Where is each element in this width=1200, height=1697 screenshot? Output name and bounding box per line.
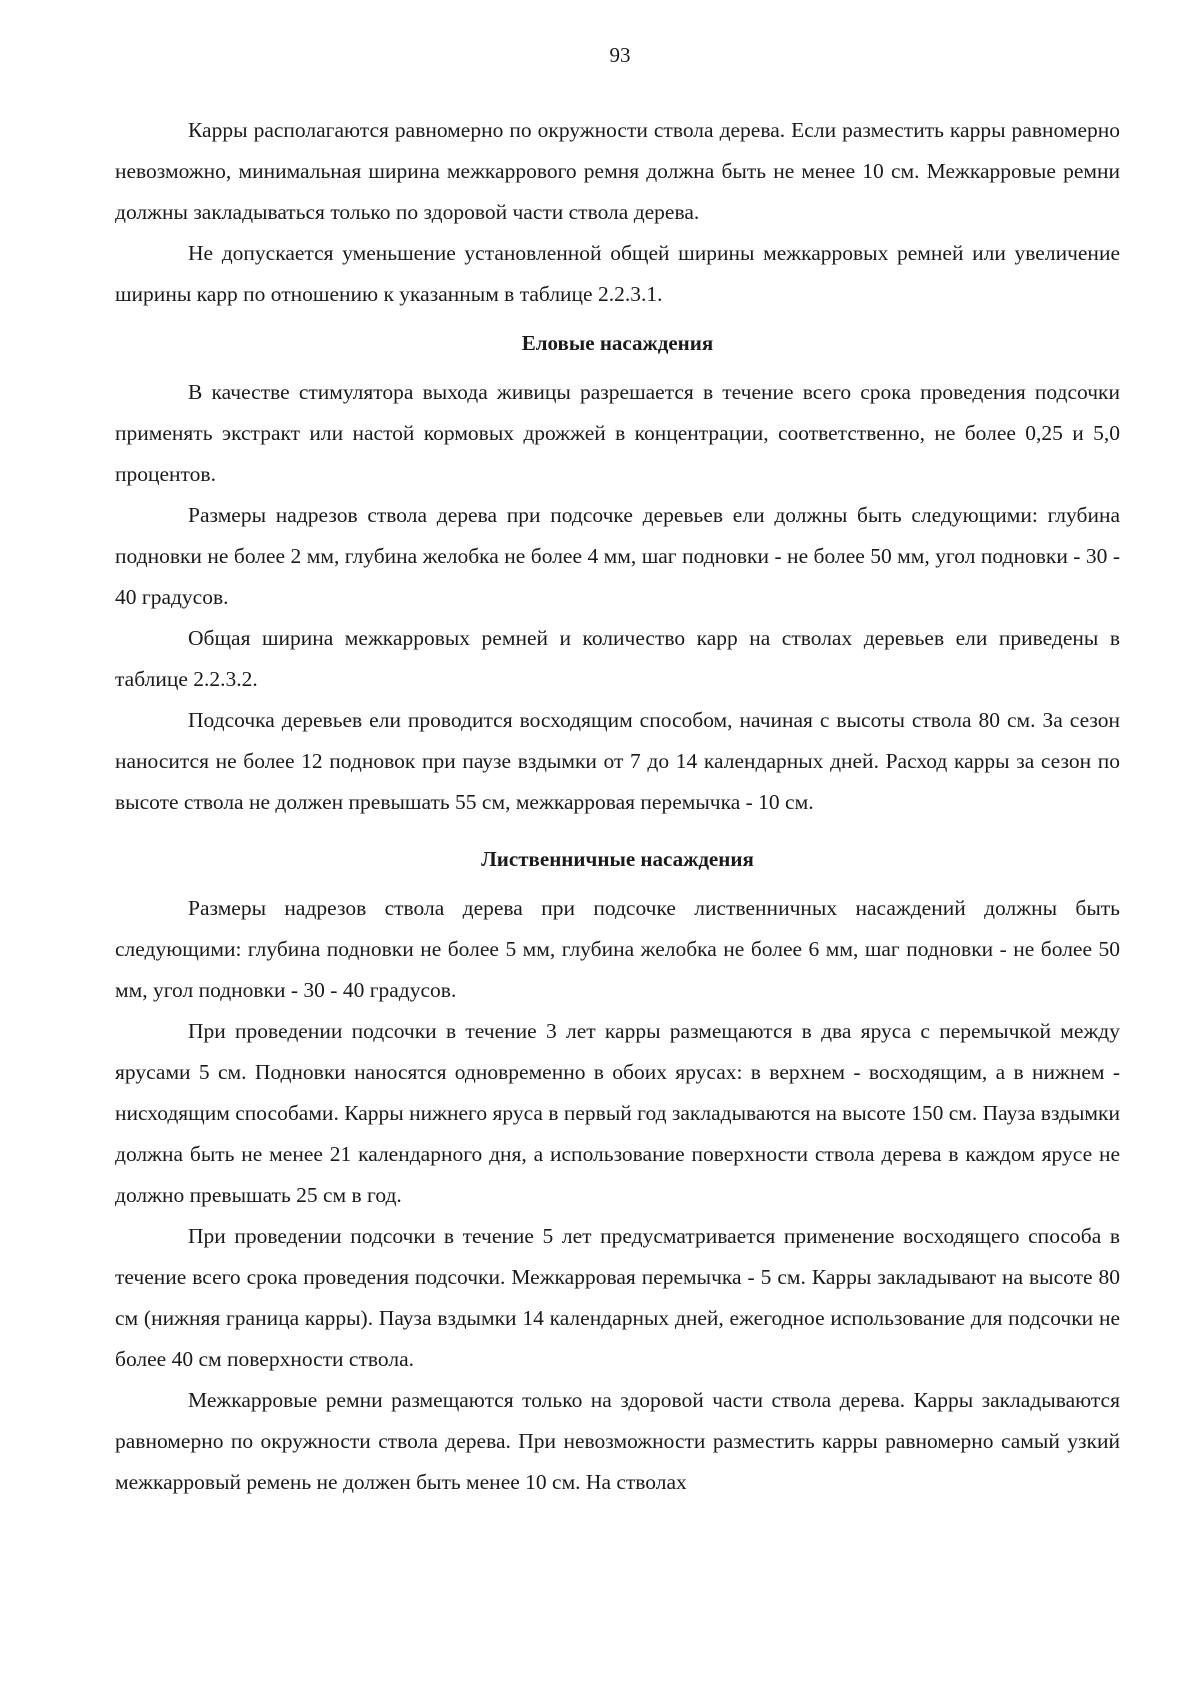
- document-body: [115, 110, 1120, 1503]
- paragraph: Межкарровые ремни размещаются только на здоровой части ствола дерева. Карры закладываются равномерно по окружности ствола дерева. При невозможности разместить карры равномерно самый узкий межкарровый ремень не должен быть менее 10 см. На стволах: [115, 1388, 1120, 1494]
- section-heading-spruce: Еловые насаждения: [521, 331, 714, 355]
- paragraph: Карры располагаются равномерно по окружности ствола дерева. Если разместить карры равномерно невозможно, минимальная ширина межкаррового ремня должна быть не менее 10 см. Межкарровые ремни должны закладываться только по здоровой части ствола дерева.: [115, 118, 1120, 224]
- paragraph: В качестве стимулятора выхода живицы разрешается в течение всего срока проведения подсочки применять экстракт или настой кормовых дрожжей в концентрации, соответственно, не более 0,25 и 5,0 процентов.: [115, 380, 1120, 486]
- page-number: 93: [609, 43, 631, 67]
- paragraph: При проведении подсочки в течение 5 лет предусматривается применение восходящего способа в течение всего срока проведения подсочки. Межкарровая перемычка - 5 см. Карры закладывают на высоте 80 см (нижняя граница карры). Пауза вздымки 14 календарных дней, ежегодное использование для подсочки не более 40 см поверхности ствола.: [115, 1224, 1120, 1371]
- paragraph: При проведении подсочки в течение 3 лет карры размещаются в два яруса с перемычкой между ярусами 5 см. Подновки наносятся одновременно в обоих ярусах: в верхнем - восходящим, а в нижнем - нисходящим способами. Карры нижнего яруса в первый год закладываются на высоте 150 см. Пауза вздымки должна быть не менее 21 календарного дня, а использование поверхности ствола дерева в каждом ярусе не должно превышать 25 см в год.: [115, 1019, 1120, 1207]
- paragraph: Не допускается уменьшение установленной общей ширины межкарровых ремней или увеличение ширины карр по отношению к указанным в таблице 2.2.3.1.: [115, 241, 1120, 306]
- section-heading-larch: Лиственничные насаждения: [481, 847, 754, 871]
- paragraph: Общая ширина межкарровых ремней и количество карр на стволах деревьев ели приведены в таблице 2.2.3.2.: [115, 626, 1120, 691]
- paragraph: Размеры надрезов ствола дерева при подсочке лиственничных насаждений должны быть следующими: глубина подновки не более 5 мм, глубина желобка не более 6 мм, шаг подновки - не более 50 мм, угол подновки - 30 - 40 градусов.: [115, 896, 1120, 1002]
- paragraph: Размеры надрезов ствола дерева при подсочке деревьев ели должны быть следующими: глубина подновки не более 2 мм, глубина желобка не более 4 мм, шаг подновки - не более 50 мм, угол подновки - 30 - 40 градусов.: [115, 503, 1120, 609]
- paragraph: Подсочка деревьев ели проводится восходящим способом, начиная с высоты ствола 80 см. За сезон наносится не более 12 подновок при паузе вздымки от 7 до 14 календарных дней. Расход карры за сезон по высоте ствола не должен превышать 55 см, межкарровая перемычка - 10 см.: [115, 708, 1120, 814]
